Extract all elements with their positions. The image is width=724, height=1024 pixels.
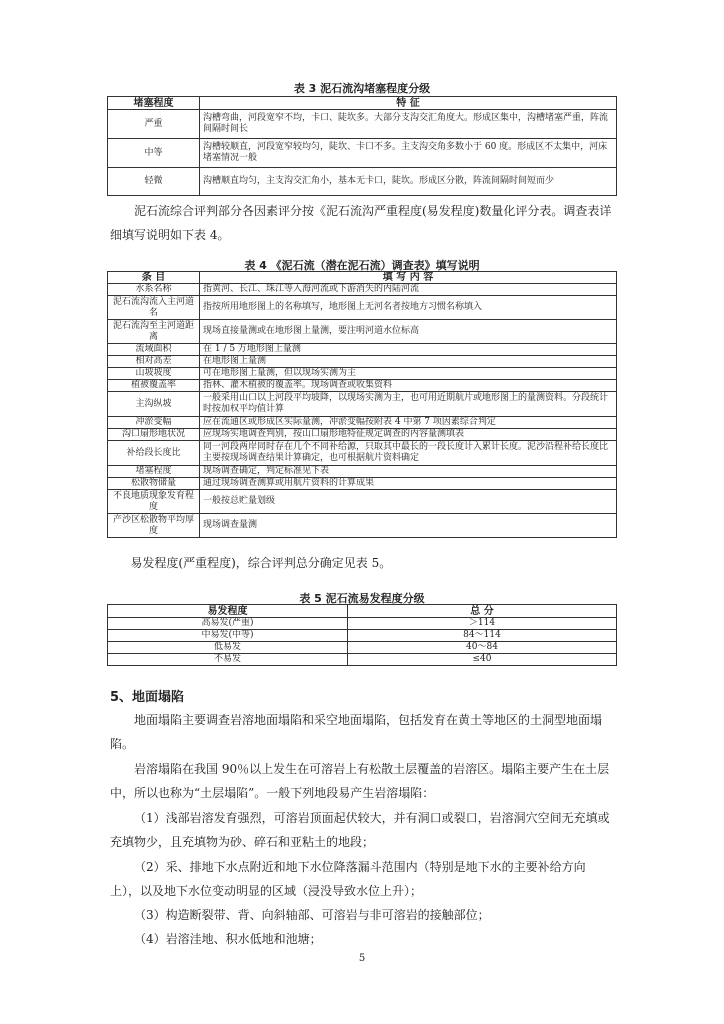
- table-row: [108, 642, 617, 654]
- table4-header-content: 填 写 内 容: [200, 272, 617, 284]
- table-row: [108, 441, 617, 466]
- table3-header-level: 堵塞程度: [108, 97, 200, 110]
- table4-cell-content: 应在流通区或形成区实际量测，冲淤变幅按附表 4 中第 7 项因素综合判定: [200, 417, 617, 429]
- section-heading: 5、地面塌陷: [110, 690, 185, 705]
- list-item-2: （2）采、排地下水点附近和地下水位降落漏斗范围内（特别是地下水的主要补给方向上），以及地下水位变动明显的区域（浸没导致水位上升）；: [110, 860, 586, 898]
- table5-header-level: 易发程度: [108, 605, 348, 618]
- table4: [107, 271, 617, 538]
- table4-cell-item: 山坡坡度: [108, 368, 200, 380]
- table3-caption: 表 3 泥石流沟堵塞程度分级: [293, 82, 431, 95]
- table4-cell-content: 现场调查确定，判定标准见下表: [200, 466, 617, 478]
- table4-cell-content: 现场直接量测或在地形图上量测，要注明河道水位标高: [200, 320, 617, 344]
- table4-cell-content: 在 1 / 5 万地形图上量测: [200, 344, 617, 356]
- table-row: [108, 139, 617, 168]
- table4-cell-item: 水系名称: [108, 284, 200, 296]
- table5-caption: 表 5 泥石流易发程度分级: [299, 592, 425, 605]
- table4-cell-content: 现场调查量测: [200, 514, 617, 538]
- table-row: [108, 417, 617, 429]
- list-item-4: （4）岩溶洼地、积水低地和池塘；: [134, 932, 322, 946]
- table4-cell-item: 流域面积: [108, 344, 200, 356]
- table-row: [108, 168, 617, 196]
- table3-header-feature: 特 征: [200, 97, 617, 110]
- table-row: [108, 514, 617, 538]
- table5-cell-level: 低易发: [108, 642, 348, 654]
- table5-header-score: 总 分: [348, 605, 617, 618]
- table-row: [108, 284, 617, 296]
- table5-cell-level: 高易发(严重): [108, 618, 348, 630]
- table4-cell-item: 主沟纵坡: [108, 392, 200, 417]
- table4-cell-item: 松散物储量: [108, 478, 200, 490]
- paragraph-karst: 岩溶塌陷在我国 90％以上发生在可溶岩上有松散土层覆盖的岩溶区。塌陷主要产生在土层中，所以也称为“土层塌陷”。一般下列地段易产生岩溶塌陷：: [110, 762, 610, 800]
- table4-cell-item: 沟口扇形地状况: [108, 429, 200, 441]
- table4-cell-item: 不良地质现象发育程度: [108, 490, 200, 514]
- table3-cell-feature: 沟槽较顺直，河段宽窄较均匀，陡坎、卡口不多。主支沟交角多数小于 60 度。形成区不太集中，河床堵塞情况一般: [200, 139, 617, 168]
- table4-cell-item: 泥石流沟至主河道距离: [108, 320, 200, 344]
- table3-cell-feature: 沟槽顺直均匀，主支沟交汇角小，基本无卡口，陡坎。形成区分散，阵流间隔时间短而少: [200, 168, 617, 196]
- table-row: [108, 344, 617, 356]
- table3-cell-level: 轻微: [108, 168, 200, 196]
- page-number: 5: [358, 953, 366, 964]
- table-row: [108, 478, 617, 490]
- paragraph-collapse-intro: 地面塌陷主要调查岩溶地面塌陷和采空地面塌陷，包括发育在黄土等地区的土洞型地面塌陷。: [110, 713, 603, 751]
- table3: [107, 96, 617, 196]
- table3-cell-level: 中等: [108, 139, 200, 168]
- list-item-1: （1）浅部岩溶发育强烈，可溶岩顶面起伏较大，并有洞口或裂口，岩溶洞穴空间无充填或充填物少，且充填物为砂、碎石和亚粘土的地段；: [110, 811, 610, 849]
- table3-cell-feature: 沟槽弯曲，河段宽窄不均，卡口、陡坎多。大部分支沟交汇角度大。形成区集中，沟槽堵塞严重，阵流间隔时间长: [200, 110, 617, 139]
- table-row: [108, 296, 617, 320]
- list-item-3: （3）构造断裂带、背、向斜轴部、可溶岩与非可溶岩的接触部位；: [134, 908, 490, 922]
- table4-cell-item: 堵塞程度: [108, 466, 200, 478]
- table5-cell-score: ＞114: [348, 618, 617, 630]
- table4-cell-content: 在地形图上量测: [200, 356, 617, 368]
- table4-header-item: 条 目: [108, 272, 200, 284]
- table5-cell-score: 40～84: [348, 642, 617, 654]
- table5-cell-score: ≤40: [348, 654, 617, 666]
- table-row: [108, 654, 617, 666]
- table-row: [108, 320, 617, 344]
- table-row: [108, 630, 617, 642]
- table-row: [108, 380, 617, 392]
- table5-cell-score: 84～114: [348, 630, 617, 642]
- table4-cell-content: 可在地形图上量测，但以现场实测为主: [200, 368, 617, 380]
- table4-cell-content: 同一河段两岸同时存在几个不同补给源，只取其中最长的一段长度计入累计长度。泥沙沿程补给长度比主要按现场调查结果计算确定，也可根据航片资料确定: [200, 441, 617, 466]
- paragraph-table5-intro: 易发程度(严重程度)，综合评判总分确定见表 5。: [130, 556, 392, 570]
- table5-cell-level: 中易发(中等): [108, 630, 348, 642]
- table4-cell-item: 相对高差: [108, 356, 200, 368]
- table-row: [108, 618, 617, 630]
- table-row: [108, 368, 617, 380]
- table-row: [108, 429, 617, 441]
- table4-cell-content: 指按所用地形图上的名称填写，地形图上无河名者按地方习惯名称填入: [200, 296, 617, 320]
- table4-caption: 表 4 《泥石流（潜在泥石流）调查表》填写说明: [244, 259, 480, 272]
- table-row: [108, 110, 617, 139]
- table4-cell-item: 产沙区松散物平均厚度: [108, 514, 200, 538]
- table4-cell-item: 冲淤变幅: [108, 417, 200, 429]
- table5: [107, 604, 617, 666]
- table4-cell-content: 应现场实地调查判别，按山口扇形地特征规定调查的内容量测填表: [200, 429, 617, 441]
- table4-cell-item: 补给段长度比: [108, 441, 200, 466]
- table4-cell-item: 植被覆盖率: [108, 380, 200, 392]
- table4-cell-content: 指林、灌木植被的覆盖率。现场调查或收集资料: [200, 380, 617, 392]
- table4-cell-content: 一般按总贮量划级: [200, 490, 617, 514]
- table-row: [108, 392, 617, 417]
- table4-cell-item: 泥石流沟流入主河道名: [108, 296, 200, 320]
- table-row: [108, 466, 617, 478]
- table4-cell-content: 指黄河、长江、珠江等入海河流或下游消失的内陆河流: [200, 284, 617, 296]
- table-row: [108, 490, 617, 514]
- table4-cell-content: 通过现场调查测算或用航片资料的计算成果: [200, 478, 617, 490]
- table3-cell-level: 严重: [108, 110, 200, 139]
- table4-cell-content: 一般采用山口以上河段平均坡降，以现场实测为主，也可用近期航片或地形图上的量测资料。分段统计时按加权平均值计算: [200, 392, 617, 417]
- table-row: [108, 356, 617, 368]
- table5-cell-level: 不易发: [108, 654, 348, 666]
- paragraph-scoring: 泥石流综合评判部分各因素评分按《泥石流沟严重程度(易发程度)数量化评分表。调查表详细填写说明如下表 4。: [110, 204, 612, 242]
